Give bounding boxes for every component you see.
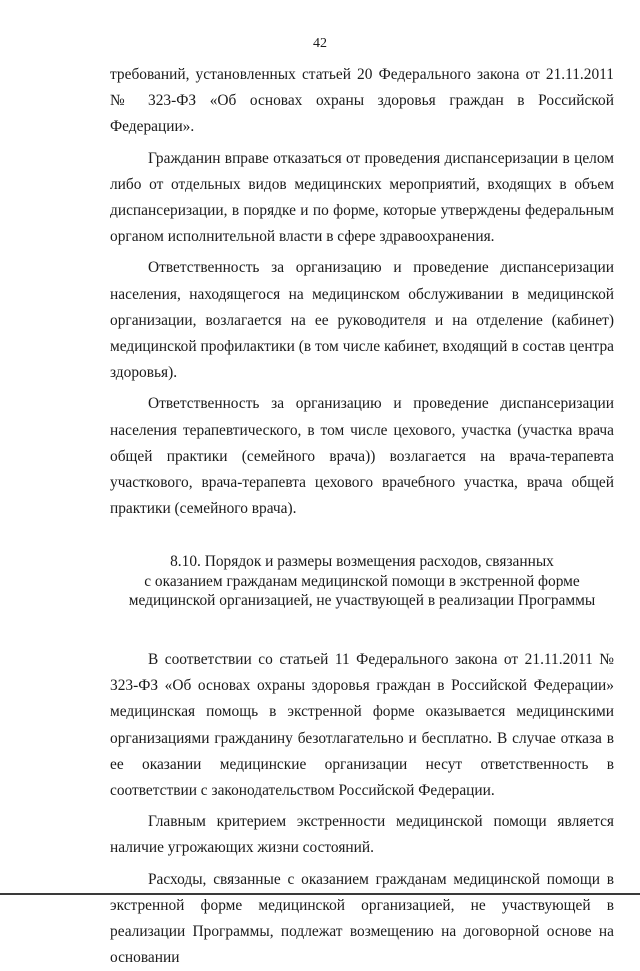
bottom-edge-line (0, 893, 640, 895)
section-heading-line-2: с оказанием гражданам медицинской помощи в экстренной форме (144, 572, 580, 590)
page-number: 42 (313, 36, 327, 51)
paragraph-emergency-criterion: Главным критерием экстренности медицинской помощи является наличие угрожающих жизни состояний. (110, 813, 614, 857)
section-heading-line-1: 8.10. Порядок и размеры возмещения расходов, связанных (170, 553, 554, 571)
paragraph-responsibility-organization: Ответственность за организацию и проведение диспансеризации населения, находящегося на медицинском обслуживании в медицинской организации, возлагается на ее руководителя и на отделение (кабинет) медицинской профилактики (в том числе кабинет, входящий в состав центра здоровья). (110, 259, 614, 382)
paragraph-emergency-care: В соответствии со статьей 11 Федерального закона от 21.11.2011 № 323-ФЗ «Об основах охраны здоровья граждан в Российской Федерации» медицинская помощь в экстренной форме оказывается медицинскими организациями гражданину безотлагательно и бесплатно. В случае отказа в ее оказании медицинские организации несут ответственность в соответствии с законодательством Российской Федерации. (110, 650, 614, 799)
paragraph-continuation: требований, установленных статьей 20 Федерального закона от 21.11.2011 № 323-ФЗ «Об основах охраны здоровья граждан в Российской Федерации». (110, 66, 614, 136)
paragraph-refusal-right: Гражданин вправе отказаться от проведения диспансеризации в целом либо от отдельных видов медицинских мероприятий, входящих в объем диспансеризации, в порядке и по форме, которые утверждены федеральным органом исполнительной власти в сфере здравоохранения. (110, 149, 614, 246)
paragraph-responsibility-district: Ответственность за организацию и проведение диспансеризации населения терапевтического, в том числе цехового, участка (участка врача общей практики (семейного врача)) возлагается на врача-терапевта участкового, врача-терапевта цехового врачебного участка, врача общей практики (семейного врача). (110, 395, 614, 518)
section-heading (110, 552, 614, 611)
section-heading-line-3: медицинской организацией, не участвующей в реализации Программы (128, 592, 596, 610)
paragraph-expenses: Расходы, связанные с оказанием гражданам медицинской помощи в экстренной форме медицинской организацией, не участвующей в реализации Программы, подлежат возмещению на договорной основе на основании (110, 870, 614, 967)
page-content (110, 62, 614, 971)
